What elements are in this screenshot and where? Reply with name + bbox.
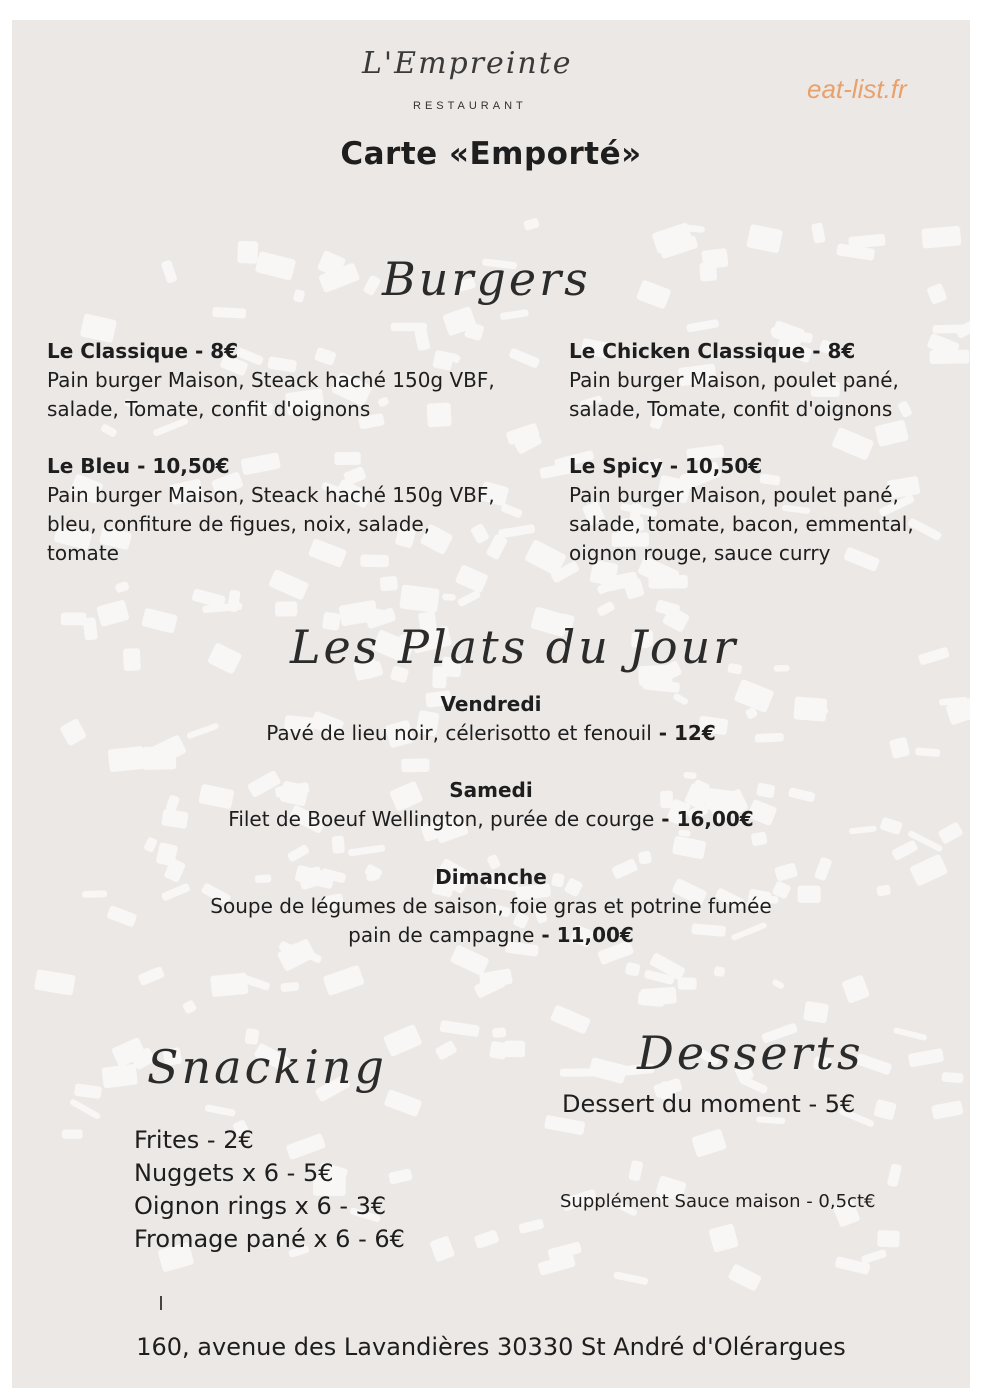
watermark: eat-list.fr (807, 74, 907, 104)
pattern-speck (915, 747, 941, 757)
item-name: Le Bleu - 10,50€ (47, 454, 230, 478)
pattern-speck (384, 1089, 423, 1117)
pattern-speck (457, 590, 482, 608)
pattern-speck (918, 647, 950, 666)
pattern-speck (841, 974, 870, 1003)
dish-line (12, 719, 970, 748)
pattern-speck (492, 1027, 506, 1038)
pattern-speck (383, 1024, 423, 1057)
day-label: Dimanche (435, 865, 547, 889)
snack-item: Fromage pané x 6 - 6€ (134, 1225, 405, 1253)
day-label: Samedi (449, 778, 533, 802)
pattern-speck (672, 836, 707, 860)
pattern-speck (362, 274, 381, 296)
pattern-speck (803, 1001, 829, 1024)
pattern-speck (429, 1235, 455, 1262)
pattern-speck (101, 1064, 138, 1089)
pattern-speck (275, 601, 297, 616)
item-desc-line: Pain burger Maison, poulet pané, (569, 368, 899, 392)
snacking-heading: Snacking (147, 1040, 387, 1094)
pattern-speck (96, 599, 130, 627)
divider-mark (160, 1296, 162, 1310)
dessert-item: Dessert du moment - 5€ (562, 1090, 856, 1118)
pattern-speck (287, 844, 311, 863)
pattern-speck (115, 581, 130, 594)
pattern-speck (861, 1249, 888, 1264)
item-desc-line: salade, Tomate, confit d'oignons (47, 397, 371, 421)
item-name: Le Classique - 8€ (47, 339, 239, 363)
pattern-speck (380, 576, 398, 591)
pattern-speck (69, 1098, 102, 1120)
dish-line (12, 805, 970, 834)
snack-item: Frites - 2€ (134, 1126, 254, 1154)
pattern-speck (678, 977, 697, 990)
pattern-speck (141, 608, 178, 634)
pattern-speck (887, 1163, 902, 1187)
pattern-speck (931, 1100, 964, 1120)
item-desc-line: bleu, confiture de figues, noix, salade, (47, 512, 431, 536)
page-title: Carte «Emporté» (340, 136, 642, 172)
day-block (12, 776, 970, 834)
pattern-speck (640, 987, 676, 1006)
dish-text: Filet de Boeuf Wellington, purée de courge (228, 807, 655, 831)
pattern-speck (348, 844, 386, 856)
pattern-speck (161, 259, 178, 283)
pattern-speck (108, 746, 146, 772)
pattern-speck (691, 1128, 727, 1157)
pattern-speck (323, 965, 365, 997)
item-desc-line: Pain burger Maison, poulet pané, (569, 483, 899, 507)
item-name: Le Spicy - 10,50€ (569, 454, 763, 478)
day-label: Vendredi (440, 692, 542, 716)
dish-text: Soupe de légumes de saison, foie gras et potrine fumée (210, 894, 772, 918)
burgers-heading: Burgers (382, 252, 591, 306)
pattern-speck (62, 1130, 83, 1139)
pattern-speck (401, 758, 429, 772)
pattern-speck (442, 593, 456, 601)
footer-address: 160, avenue des Lavandières 30330 St André d'Olérargues (136, 1333, 846, 1361)
pattern-speck (455, 564, 489, 593)
logo-subtitle: RESTAURANT (413, 100, 527, 112)
pattern-speck (268, 569, 309, 601)
pattern-speck (746, 224, 783, 254)
pattern-speck (474, 1229, 500, 1249)
pattern-speck (434, 1040, 457, 1061)
pattern-speck (237, 241, 258, 264)
pattern-speck (332, 836, 345, 854)
pattern-speck (596, 601, 615, 617)
pattern-speck (61, 613, 87, 626)
pattern-speck (921, 226, 961, 249)
logo-script: L'Empreinte (362, 46, 573, 81)
pattern-speck (123, 648, 141, 671)
menu-item (47, 337, 547, 424)
pattern-speck (908, 1048, 945, 1068)
dish-price: - 11,00€ (534, 923, 634, 947)
pattern-speck (143, 836, 158, 853)
dish-line (12, 921, 970, 950)
pattern-speck (100, 423, 118, 438)
pattern-speck (207, 642, 243, 675)
pattern-speck (625, 962, 641, 977)
pattern-speck (137, 966, 165, 986)
desserts-heading: Desserts (637, 1026, 864, 1080)
pattern-speck (504, 1041, 525, 1058)
pattern-speck (714, 966, 726, 977)
pattern-speck (893, 1027, 928, 1041)
snacking-list (134, 1124, 405, 1256)
pattern-speck (280, 982, 299, 992)
dish-text: pain de campagne (348, 923, 535, 947)
menu-page (12, 20, 970, 1388)
pattern-speck (771, 978, 785, 989)
dish-price: - 16,00€ (654, 807, 754, 831)
pattern-speck (293, 289, 306, 303)
pattern-speck (873, 1099, 897, 1121)
pattern-speck (255, 251, 297, 281)
pattern-speck (489, 1041, 508, 1060)
pattern-speck (399, 584, 440, 613)
pattern-speck (774, 665, 790, 672)
pattern-speck (877, 1230, 900, 1247)
pattern-speck (941, 1072, 963, 1083)
plats-heading: Les Plats du Jour (290, 620, 739, 674)
pattern-speck (636, 279, 672, 309)
menu-item (569, 452, 964, 568)
pattern-speck (518, 1218, 544, 1234)
supplement-note: Supplément Sauce maison - 0,5ct€ (560, 1191, 876, 1212)
menu-item (47, 452, 547, 568)
pattern-speck (34, 969, 76, 996)
item-desc-line: salade, tomate, bacon, emmental, (569, 512, 914, 536)
snack-item: Nuggets x 6 - 5€ (134, 1159, 334, 1187)
item-desc-line: salade, Tomate, confit d'oignons (569, 397, 893, 421)
snack-item: Oignon rings x 6 - 3€ (134, 1192, 387, 1220)
pattern-speck (891, 839, 919, 861)
dish-price: - 12€ (651, 721, 716, 745)
pattern-speck (74, 1083, 102, 1099)
item-desc-line: Pain burger Maison, Steack haché 150g VBF, (47, 368, 495, 392)
day-block (12, 690, 970, 748)
pattern-speck (926, 283, 947, 305)
pattern-speck (708, 1223, 739, 1253)
pattern-speck (500, 309, 529, 320)
pattern-speck (811, 222, 826, 244)
pattern-speck (182, 999, 198, 1014)
item-desc-line: tomate (47, 541, 119, 565)
dish-text: Pavé de lieu noir, célerisotto et fenouil (266, 721, 652, 745)
item-desc-line: oignon rouge, sauce curry (569, 541, 831, 565)
pattern-speck (212, 307, 246, 319)
item-name: Le Chicken Classique - 8€ (569, 339, 856, 363)
pattern-speck (439, 1020, 479, 1037)
pattern-speck (613, 1271, 648, 1285)
pattern-speck (550, 1005, 591, 1035)
pattern-speck (83, 617, 98, 640)
pattern-speck (727, 1263, 762, 1292)
pattern-speck (699, 262, 717, 281)
pattern-speck (523, 217, 540, 231)
day-block (12, 863, 970, 950)
item-desc-line: Pain burger Maison, Steack haché 150g VBF, (47, 483, 495, 507)
pattern-speck (204, 1104, 236, 1117)
menu-item (569, 337, 964, 424)
pattern-speck (932, 324, 967, 333)
pattern-speck (686, 319, 719, 333)
pattern-speck (628, 1160, 643, 1182)
